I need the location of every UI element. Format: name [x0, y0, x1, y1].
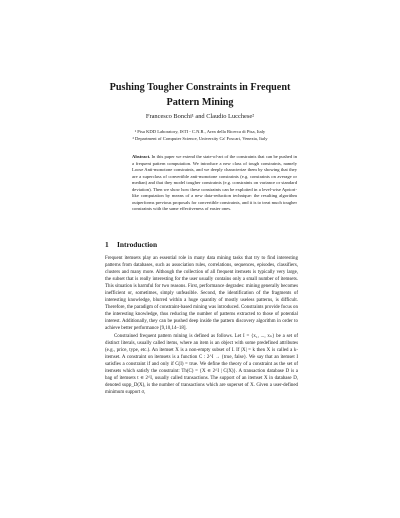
affiliation-1: ¹ Pisa KDD Laboratory, ISTI - C.N.R., Area della Ricerca di Pisa, Italy	[134, 129, 266, 134]
section-heading	[105, 240, 157, 249]
body-text	[105, 255, 298, 396]
body-paragraph-1: Frequent itemsets play an essential role in many data mining tasks that try to find interesting patterns from databases, such as association rules, correlations, sequences, episodes, classifiers, clusters and many more. Although the collection of all frequent itemsets is typically very large, the subset that is really interesting for the user usually contains only a small number of itemsets. This situation is harmful for two reasons. First, performance degrades: mining generally becomes inefficient or, sometimes, simply unfeasible. Second, the identification of the fragments of interesting knowledge, blurred within a huge quantity of mostly useless patterns, is difficult. Therefore, the paradigm of constraint-based mining was introduced. Constraints provide focus on the interesting knowledge, thus reducing the number of patterns extracted to those of potential interest. Additionally, they can be pushed deep inside the pattern discovery algorithm in order to achieve better performance [9,10,14–18].	[105, 256, 298, 332]
affiliations	[0, 129, 400, 142]
title-line-1: Pushing Tougher Constraints in Frequent	[109, 82, 291, 93]
abstract	[132, 154, 297, 213]
paper-title	[0, 80, 400, 110]
abstract-text: In this paper we extend the state-of-art of the constraints that can be pushed in a frequent pattern computation. We introduce a new class of tough constraints, namely Loose Anti-monotone constraints, and we deeply characterize them by showing that they are a superclass of convertible anti-monotone constraints (e.g. constraints on average or median) and that they model tougher constraints (e.g. constraints on variance or standard deviation). Then we show how these constraints can be exploited in a level-wise Apriori-like computation by means of a new data-reduction technique: the resulting algorithm outperforms previous proposals for convertible constraints, and it is to treat much tougher constraints with the same effectiveness of easier ones.	[132, 154, 297, 212]
abstract-label: Abstract.	[132, 154, 151, 159]
body-paragraph-2: Constrained frequent pattern mining is defined as follows. Let I = {x₁, ..., xₙ} be a set of distinct literals, usually called items, where an item is an object with some predefined attributes (e.g., price, type, etc.). An itemset X is a non-empty subset of I. If |X| = k then X is called a k-itemset. A constraint on itemsets is a function C : 2^I → {true, false}. We say that an itemset I satisfies a constraint if and only if C(I) = true. We define the theory of a constraint as the set of itemsets which satisfy the constraint: Th(C) = {X ∈ 2^I | C(X)}. A transaction database D is a bag of itemsets t ∈ 2^I, usually called transactions. The support of an itemset X in database D, denoted supp_D(X), is the number of transactions which are superset of X. Given a user-defined minimum support σ,	[105, 333, 298, 395]
author-list: Francesco Bonchi¹ and Claudio Lucchese²	[145, 113, 255, 120]
title-line-2: Pattern Mining	[166, 97, 234, 108]
affiliation-2: ² Department of Computer Science, University Ca' Foscari, Venezia, Italy	[132, 135, 268, 141]
section-title: Introduction	[117, 240, 158, 249]
section-number: 1	[105, 240, 109, 249]
